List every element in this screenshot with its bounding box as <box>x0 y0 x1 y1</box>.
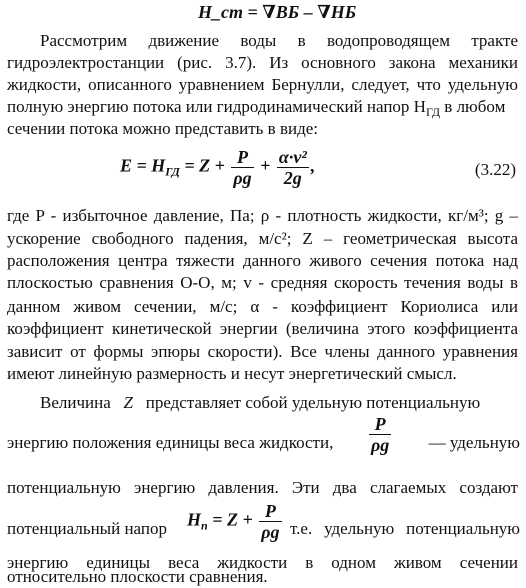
para1-line4: полную энергию потока или гидродинамический напор $Н_{ГД}$ в любом <box>7 97 506 119</box>
para3-line2-tail: — удельную <box>428 433 520 452</box>
para1-line2: гидроэлектростанции (рис. 3.7). Из основного закона механики <box>7 53 518 72</box>
fraction-velocity: $\frac{\text{α·v²}}{2g}$ <box>278 147 307 188</box>
equation-3-22: $E = H_{ГД} = Z$ + $\frac{P}{\rho g}$ + $\frac{\text{α·v²}}{2g}$ , <box>120 147 316 188</box>
para2-line3: расположения центра тяжести данного живого сечения потока над <box>7 251 518 270</box>
para2-line6: коэффициент кинетической энергии (величина этого коэффициента <box>7 319 518 338</box>
para3-line5: энергию единицы веса жидкости в одном живом сечении <box>7 553 518 572</box>
para2-line1: где P - избыточное давление, Па; ρ - плотность жидкости, кг/м³; g – <box>7 206 518 225</box>
para3-line3: потенциальную энергию давления. Эти два слагаемых создают <box>7 478 518 497</box>
para3-line1: Величина Z представляет собой удельную потенциальную <box>40 393 481 412</box>
para3-line6: относительно плоскости сравнения. <box>7 567 268 586</box>
head-formula: H_cm = ∇ВБ – ∇НБ <box>198 2 357 22</box>
para3-line2: энергию положения единицы веса жидкости, <box>7 433 334 452</box>
para1-line1: Рассмотрим движение воды в водопроводящем тракте <box>40 31 518 50</box>
fraction-pressure-inline: $\frac{P}{\rho g}$ <box>371 414 390 455</box>
para2-line4: плоскостью сравнения О-О, м; v - средняя скорость течения воды в <box>7 273 518 292</box>
para3-line4: потенциальный напор <box>7 519 167 538</box>
fraction-pressure: $\frac{P}{\rho g}$ <box>233 147 252 188</box>
para1-line3: жидкости, описанного уравнением Бернулли, следует, что удельную <box>7 75 518 94</box>
equation-number: (3.22) <box>474 160 516 179</box>
para2-line8: имеют линейную размерность и несут энергетический смысл. <box>7 364 457 383</box>
para2-line7: зависит от формы эпюры скорости). Все члены данного уравнения <box>7 342 518 361</box>
para2-line2: ускорение свободного падения, м/с²; Z – геометрическая высота <box>7 229 518 248</box>
para1-line5: сечении потока можно представить в виде: <box>7 119 318 138</box>
para2-line5: данном живом сечении, м/с; α - коэффициент Кориолиса или <box>7 297 518 316</box>
para3-line4-tail: т.е. удельную потенциальную <box>290 519 520 538</box>
potential-head-formula: $H_n = Z$ + $\frac{P}{\rho g}$ <box>187 501 280 542</box>
